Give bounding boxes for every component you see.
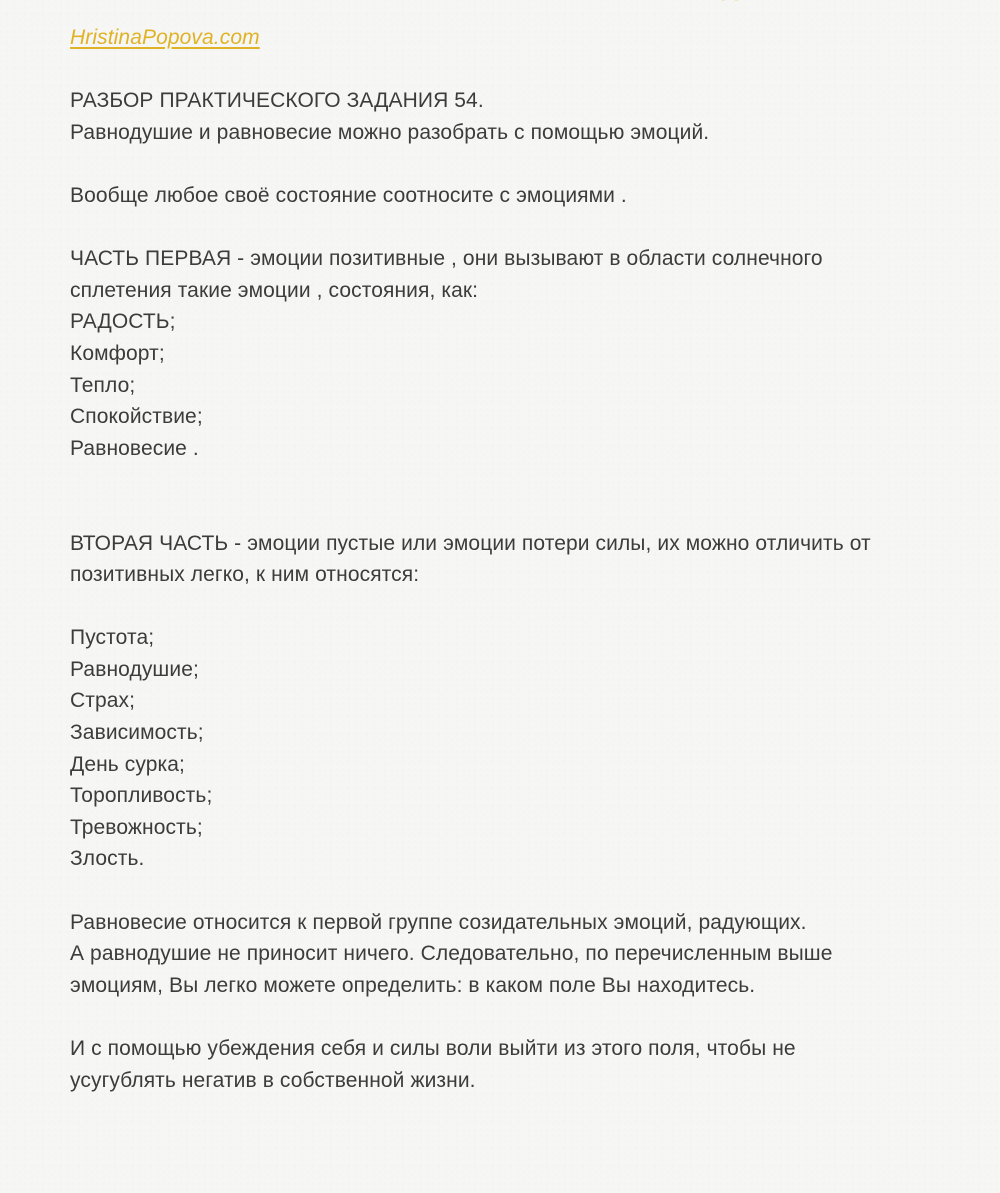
list-item: Тепло; <box>70 373 136 397</box>
list-item: Спокойствие; <box>70 405 203 429</box>
conclusion-line: эмоциям, Вы легко можете определить: в каком поле Вы находитесь. <box>70 973 756 997</box>
list-item: Страх; <box>70 689 136 713</box>
list-item: Торопливость; <box>70 784 213 808</box>
list-item: Тревожность; <box>70 815 203 839</box>
list-item: РАДОСТЬ; <box>70 310 176 334</box>
part-two-heading: ВТОРАЯ ЧАСТЬ - эмоции пустые или эмоции потери силы, их можно отличить от <box>70 531 871 555</box>
list-item: Комфорт; <box>70 341 165 365</box>
note-body <box>70 22 950 1096</box>
site-link[interactable]: HristinaPopova.com <box>70 26 260 49</box>
part-one-heading: ЧАСТЬ ПЕРВАЯ - эмоции позитивные , они вызывают в области солнечного <box>70 247 823 271</box>
closing-line: усугублять негатив в собственной жизни. <box>70 1068 476 1092</box>
list-item: Равновесие . <box>70 436 199 460</box>
list-item: Пустота; <box>70 626 155 650</box>
part-one-description: сплетения такие эмоции , состояния, как: <box>70 278 479 302</box>
list-item: Зависимость; <box>70 721 204 745</box>
decorative-swirl-icon <box>712 0 752 6</box>
list-item: Равнодушие; <box>70 657 199 681</box>
conclusion-line: А равнодушие не приносит ничего. Следовательно, по перечисленным выше <box>70 942 833 966</box>
note-general: Вообще любое своё состояние соотносите с эмоциями . <box>70 183 627 207</box>
conclusion-line: Равновесие относится к первой группе созидательных эмоций, радующих. <box>70 910 807 934</box>
closing-line: И с помощью убеждения себя и силы воли выйти из этого поля, чтобы не <box>70 1037 796 1060</box>
note-title: РАЗБОР ПРАКТИЧЕСКОГО ЗАДАНИЯ 54. <box>70 89 484 113</box>
list-item: День сурка; <box>70 752 185 776</box>
list-item: Злость. <box>70 847 145 871</box>
part-two-description: позитивных легко, к ним относятся: <box>70 563 420 587</box>
note-intro: Равнодушие и равновесие можно разобрать с помощью эмоций. <box>70 120 710 144</box>
